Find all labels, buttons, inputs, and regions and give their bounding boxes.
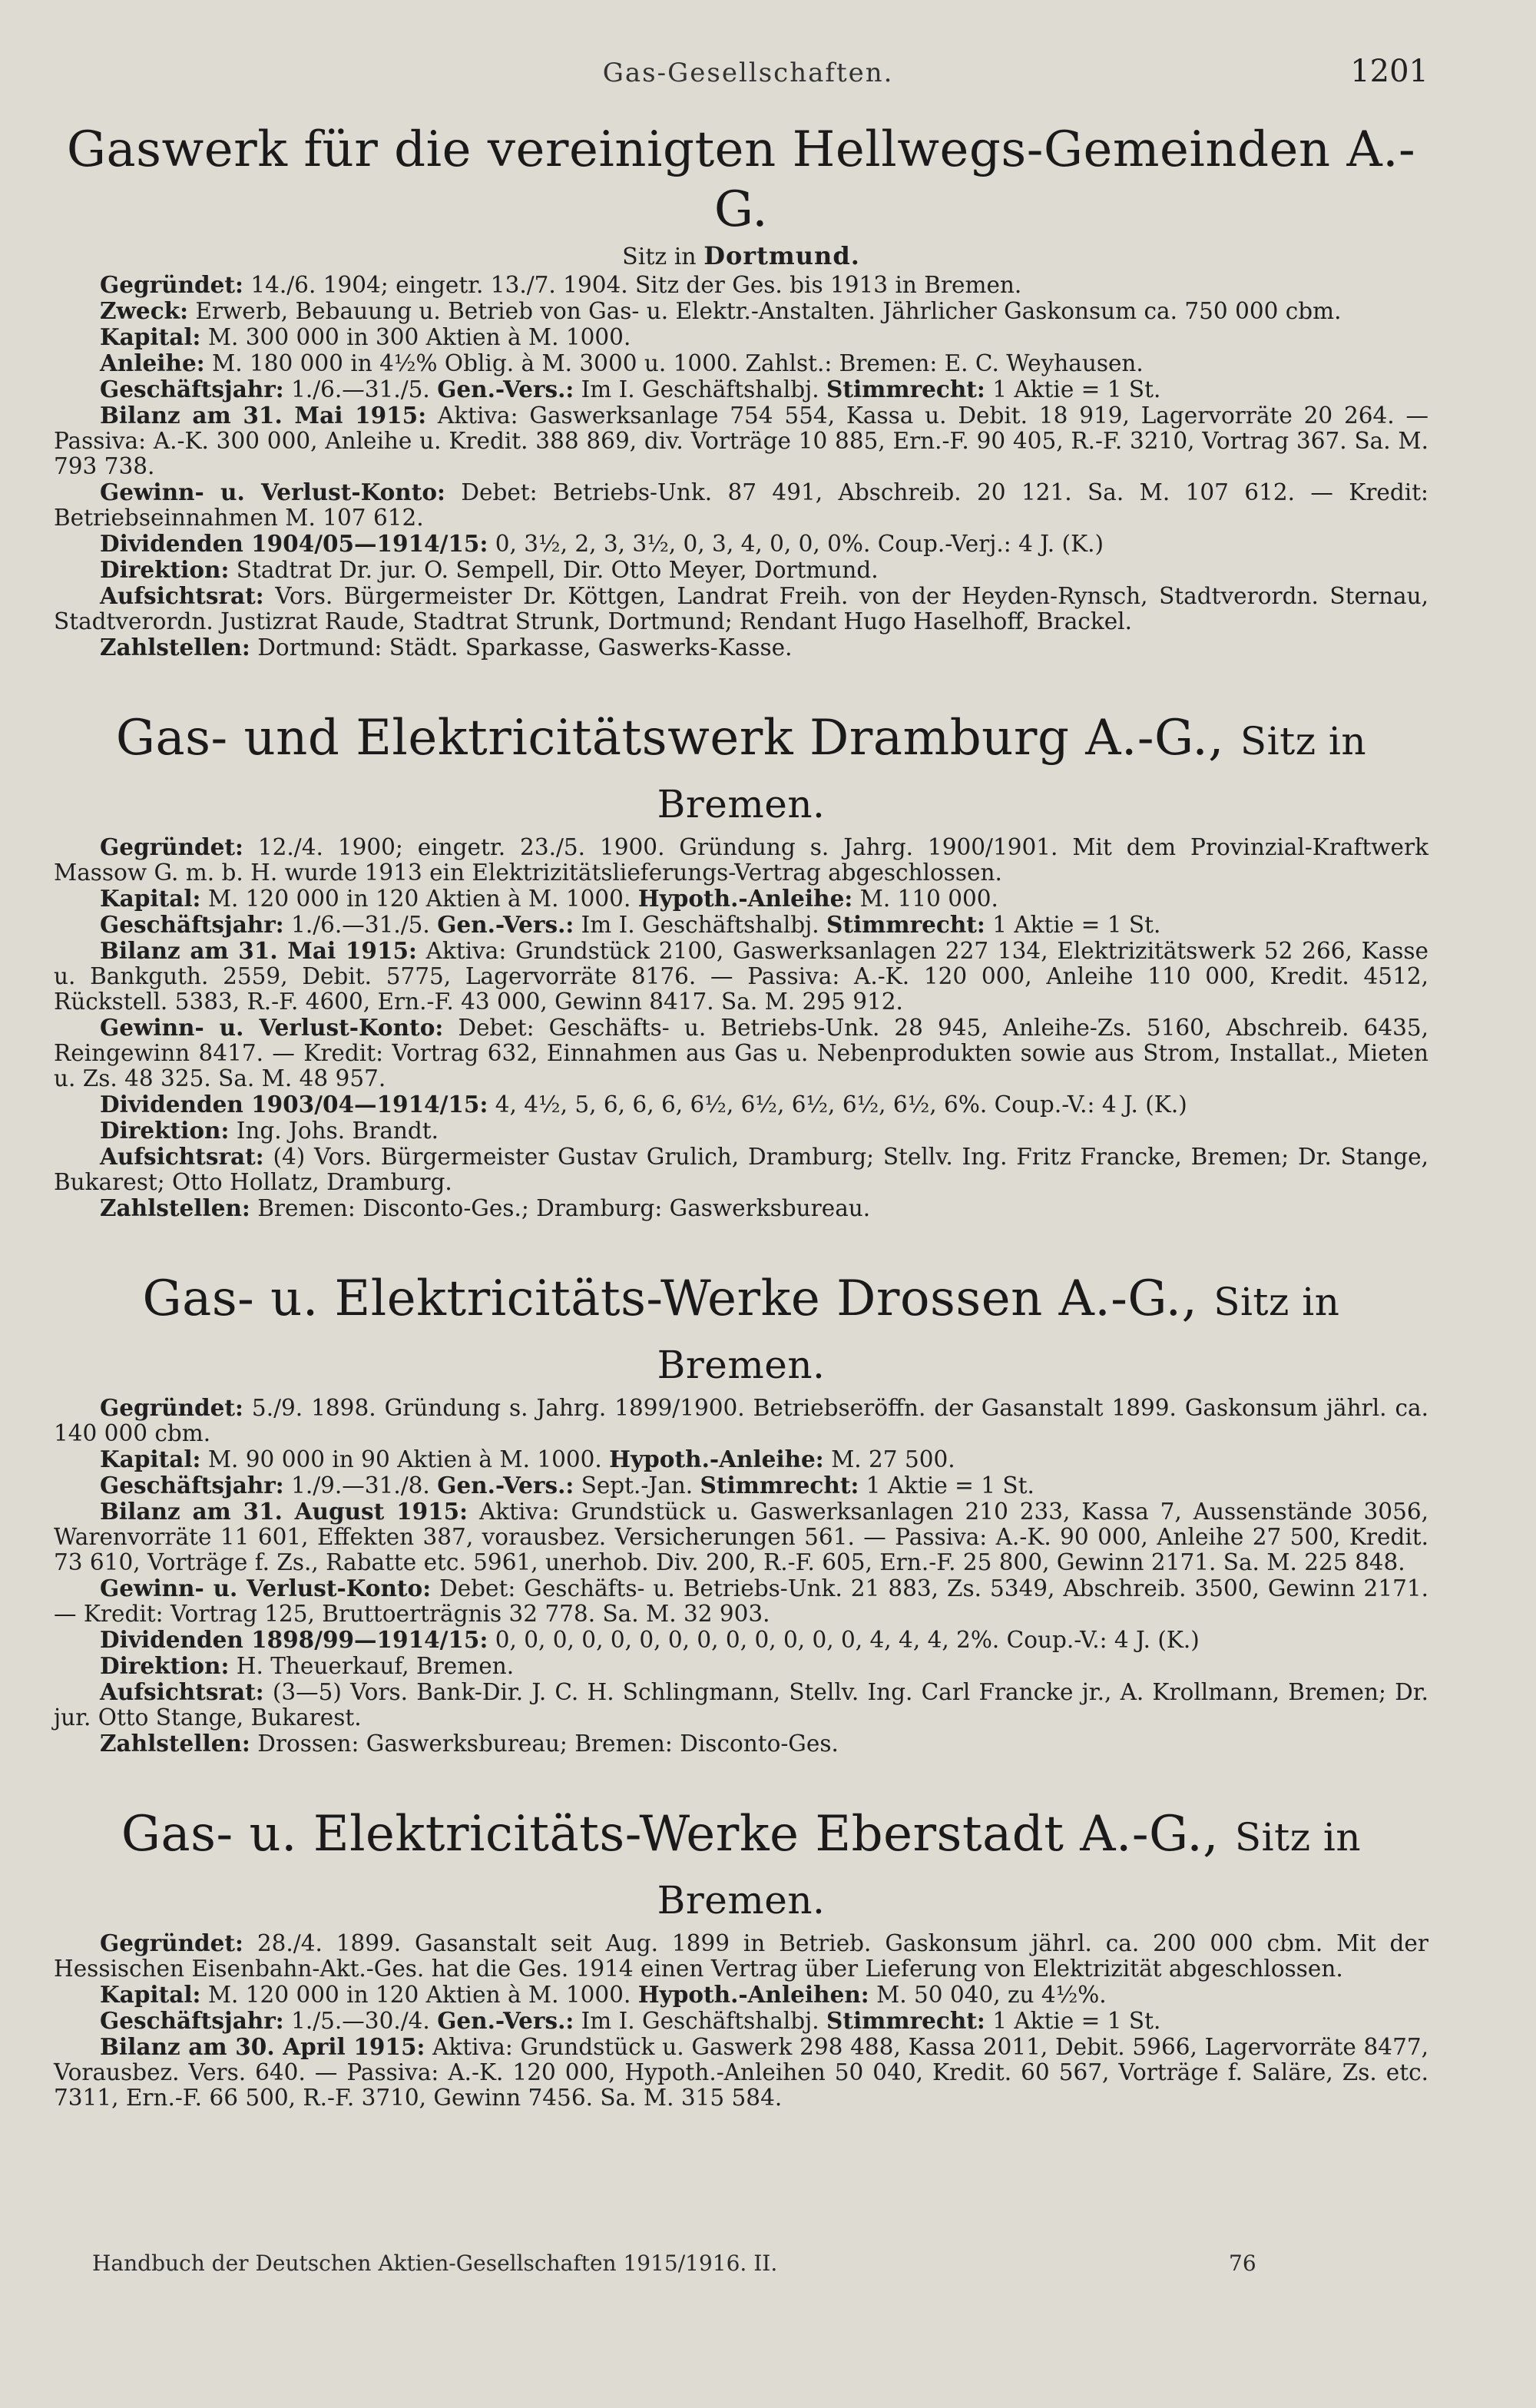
field-value: M. 110 000. [852, 886, 998, 912]
field-value: 1./6.—31./5. [283, 912, 438, 938]
company-entry [54, 120, 1428, 661]
field-label: Kapital: [100, 1981, 201, 2008]
entry-paragraph [54, 350, 1428, 376]
entry-paragraph [54, 1472, 1428, 1499]
field-label: Dividenden 1903/04—1914/15: [100, 1091, 488, 1118]
field-label: Zweck: [100, 297, 188, 324]
field-value: Erwerb, Bebauung u. Betrieb von Gas- u. Elektr.-Anstalten. Jährlicher Gaskonsum ca. 750 000 cbm. [188, 298, 1342, 324]
entry-paragraph [54, 531, 1428, 557]
entry-paragraph [54, 557, 1428, 583]
entry-paragraph [54, 1144, 1428, 1195]
footer [92, 2251, 1428, 2276]
field-value: 1./6.—31./5. [283, 376, 438, 402]
field-label: Kapital: [100, 885, 201, 912]
running-head [54, 54, 1428, 100]
field-label: Gewinn- u. Verlust-Konto: [100, 1575, 432, 1601]
entry-paragraph [54, 1930, 1428, 1982]
field-label: Aufsichtsrat: [100, 1143, 264, 1170]
field-label: Gegründet: [100, 271, 243, 298]
field-value: M. 50 040, zu 4½%. [869, 1982, 1107, 2008]
field-value: 1./5.—30./4. [283, 2008, 438, 2034]
field-label: Aufsichtsrat: [100, 1678, 264, 1705]
field-label: Gen.-Vers.: [437, 376, 574, 402]
company-title [54, 1269, 1428, 1395]
field-value: Im I. Geschäftshalbj. [574, 2008, 827, 2034]
field-label: Bilanz am 31. Mai 1915: [100, 937, 417, 964]
field-value: Bremen: Disconto-Ges.; Dramburg: Gaswerksbureau. [250, 1195, 871, 1221]
field-value: Debet: Betriebs-Unk. 87 491, Abschreib. 20 121. Sa. M. 107 612. — Kredit: Betriebseinnahmen M. 107 612. [54, 479, 1428, 531]
company-title [54, 1804, 1428, 1930]
field-label: Direktion: [100, 1117, 230, 1144]
company-entry [54, 1269, 1428, 1757]
field-value: (3—5) Vors. Bank-Dir. J. C. H. Schlingmann, Stellv. Ing. Carl Francke jr., A. Krollmann, Bremen; Dr. jur. Otto Stange, Bukarest. [54, 1679, 1428, 1731]
company-name: Gas- u. Elektricitäts-Werke Eberstadt A.-G., [121, 1806, 1220, 1863]
company-title [54, 120, 1428, 240]
field-label: Stimmrecht: [700, 1472, 859, 1499]
entry-paragraph [54, 402, 1428, 479]
entry-paragraph [54, 1679, 1428, 1731]
field-value: 0, 3½, 2, 3, 3½, 0, 3, 4, 0, 0, 0%. Coup.-Verj.: 4 J. (K.) [488, 531, 1104, 557]
entry-paragraph [54, 1499, 1428, 1575]
field-value: Sept.-Jan. [574, 1472, 700, 1499]
seat-city: Dortmund. [703, 241, 860, 270]
field-value: M. 90 000 in 90 Aktien à M. 1000. [200, 1446, 610, 1472]
field-value: 1 Aktie = 1 St. [859, 1472, 1034, 1499]
field-label: Hypoth.-Anleihen: [637, 1981, 869, 2008]
field-label: Geschäftsjahr: [100, 911, 284, 938]
field-value: Im I. Geschäftshalbj. [574, 376, 827, 402]
company-seat: Sitz in Bremen. [657, 1280, 1340, 1387]
entry-paragraph [54, 1195, 1428, 1221]
field-value: Ing. Johs. Brandt. [229, 1118, 439, 1144]
field-label: Bilanz am 31. August 1915: [100, 1498, 468, 1525]
entry-paragraph [54, 1731, 1428, 1757]
company-name: Gas- u. Elektricitäts-Werke Drossen A.-G., [142, 1270, 1198, 1327]
entry-paragraph [54, 583, 1428, 634]
field-value: Stadtrat Dr. jur. O. Sempell, Dir. Otto Meyer, Dortmund. [229, 557, 879, 583]
field-value: Debet: Geschäfts- u. Betriebs-Unk. 28 945, Anleihe-Zs. 5160, Abschreib. 6435, Reingewinn 8417. — Kredit: Vortrag 632, Einnahmen aus Gas u. Nebenprodukten sowie aus Strom, Installat., Mieten u. Zs. 48 325. Sa. M. 48 957. [54, 1015, 1428, 1091]
field-value: M. 300 000 in 300 Aktien à M. 1000. [200, 324, 631, 350]
entry-paragraph [54, 1395, 1428, 1446]
imprint: Handbuch der Deutschen Aktien-Gesellschaften 1915/1916. II. [92, 2251, 778, 2276]
field-value: Aktiva: Grundstück 2100, Gaswerksanlagen 227 134, Elektrizitätswerk 52 266, Kasse u. Bankguth. 2559, Debit. 5775, Lagervorräte 8176. — Passiva: A.-K. 120 000, Anleihe 110 000, Kredit. 4512, Rückstell. 5383, R.-F. 4600, Ern.-F. 43 000, Gewinn 8417. Sa. M. 295 912. [54, 938, 1428, 1015]
running-title: Gas-Gesellschaften. [602, 58, 894, 88]
field-value: M. 27 500. [823, 1446, 955, 1472]
company-seat: Sitz in Bremen. [657, 1815, 1362, 1923]
entry-paragraph [54, 1118, 1428, 1144]
entry-paragraph [54, 1653, 1428, 1679]
field-label: Direktion: [100, 1652, 230, 1679]
field-value: Debet: Geschäfts- u. Betriebs-Unk. 21 883, Zs. 5349, Abschreib. 3500, Gewinn 2171. — Kredit: Vortrag 125, Bruttoerträgnis 32 778. Sa. M. 32 903. [54, 1575, 1428, 1627]
field-label: Stimmrecht: [826, 2007, 985, 2034]
field-label: Dividenden 1898/99—1914/15: [100, 1626, 488, 1653]
field-value: 0, 0, 0, 0, 0, 0, 0, 0, 0, 0, 0, 0, 0, 4, 4, 4, 2%. Coup.-V.: 4 J. (K.) [488, 1627, 1200, 1653]
field-value: Aktiva: Gaswerksanlage 754 554, Kassa u. Debit. 18 919, Lagervorräte 20 264. — Passiva: A.-K. 300 000, Anleihe u. Kredit. 388 869, div. Vorträge 10 885, Ern.-F. 90 405, R.-F. 3210, Vortrag 367. Sa. M. 793 738. [54, 402, 1428, 479]
company-entry [54, 708, 1428, 1221]
field-value: 4, 4½, 5, 6, 6, 6, 6½, 6½, 6½, 6½, 6½, 6%. Coup.-V.: 4 J. (K.) [488, 1091, 1187, 1118]
field-label: Gegründet: [100, 1929, 243, 1956]
field-label: Gegründet: [100, 1394, 243, 1421]
section-gap [54, 661, 1428, 688]
field-value: Dortmund: Städt. Sparkasse, Gaswerks-Kasse. [250, 634, 793, 661]
field-label: Direktion: [100, 556, 230, 583]
field-label: Zahlstellen: [100, 1194, 250, 1221]
entry-paragraph [54, 834, 1428, 886]
entry-paragraph [54, 912, 1428, 938]
section-gap [54, 1757, 1428, 1784]
field-value: 14./6. 1904; eingetr. 13./7. 1904. Sitz der Ges. bis 1913 in Bremen. [243, 272, 1022, 298]
field-label: Kapital: [100, 1446, 201, 1472]
field-label: Kapital: [100, 323, 201, 350]
field-label: Gegründet: [100, 833, 243, 860]
company-entry [54, 1804, 1428, 2111]
field-value: 1 Aktie = 1 St. [985, 376, 1161, 402]
entry-paragraph [54, 298, 1428, 324]
field-value: Drossen: Gaswerksbureau; Bremen: Disconto-Ges. [250, 1731, 839, 1757]
field-label: Aufsichtsrat: [100, 582, 264, 609]
field-label: Hypoth.-Anleihe: [637, 885, 853, 912]
field-label: Bilanz am 30. April 1915: [100, 2033, 425, 2060]
company-seat: Sitz in Bremen. [657, 719, 1367, 826]
field-label: Stimmrecht: [826, 376, 985, 402]
field-label: Geschäftsjahr: [100, 1472, 284, 1499]
section-gap [54, 1221, 1428, 1249]
field-label: Gewinn- u. Verlust-Konto: [100, 479, 445, 505]
seat-prefix: Sitz in [622, 243, 697, 270]
entry-paragraph [54, 1982, 1428, 2008]
field-value: 1 Aktie = 1 St. [985, 912, 1161, 938]
entry-paragraph [54, 938, 1428, 1015]
company-seat-line [54, 241, 1428, 272]
field-label: Gen.-Vers.: [437, 911, 574, 938]
entry-paragraph [54, 886, 1428, 912]
field-label: Gewinn- u. Verlust-Konto: [100, 1014, 444, 1041]
entry-paragraph [54, 634, 1428, 661]
entry-paragraph [54, 1446, 1428, 1472]
entry-paragraph [54, 2008, 1428, 2034]
field-value: 5./9. 1898. Gründung s. Jahrg. 1899/1900. Betriebseröffn. der Gasanstalt 1899. Gaskonsum jährl. ca. 140 000 cbm. [54, 1395, 1428, 1446]
field-label: Gen.-Vers.: [437, 1472, 574, 1499]
entry-paragraph [54, 376, 1428, 402]
field-value: Im I. Geschäftshalbj. [574, 912, 827, 938]
field-value: 28./4. 1899. Gasanstalt seit Aug. 1899 in Betrieb. Gaskonsum jährl. ca. 200 000 cbm. Mit der Hessischen Eisenbahn-Akt.-Ges. hat die Ges. 1914 einen Vertrag über Lieferung von Elektrizität abgeschlossen. [54, 1930, 1428, 1982]
entry-paragraph [54, 479, 1428, 531]
field-value: 12./4. 1900; eingetr. 23./5. 1900. Gründung s. Jahrg. 1900/1901. Mit dem Provinzial-Kraftwerk Massow G. m. b. H. wurde 1913 ein Elektrizitätslieferungs-Vertrag abgeschlossen. [54, 834, 1428, 886]
field-value: Vors. Bürgermeister Dr. Köttgen, Landrat Freih. von der Heyden-Rynsch, Stadtverordn. Sternau, Stadtverordn. Justizrat Raude, Stadtrat Strunk, Dortmund; Rendant Hugo Haselhoff, Brackel. [54, 583, 1428, 634]
entry-paragraph [54, 1015, 1428, 1091]
field-value: Aktiva: Grundstück u. Gaswerk 298 488, Kassa 2011, Debit. 5966, Lagervorräte 8477, Vorausbez. Vers. 640. — Passiva: A.-K. 120 000, Hypoth.-Anleihen 50 040, Kredit. 60 567, Vorträge f. Saläre, Zs. etc. 7311, Ern.-F. 66 500, R.-F. 3710, Gewinn 7456. Sa. M. 315 584. [54, 2034, 1428, 2111]
field-label: Dividenden 1904/05—1914/15: [100, 530, 488, 557]
entry-paragraph [54, 2034, 1428, 2111]
field-value: 1 Aktie = 1 St. [985, 2008, 1161, 2034]
field-value: M. 120 000 in 120 Aktien à M. 1000. [200, 886, 638, 912]
field-value: M. 120 000 in 120 Aktien à M. 1000. [200, 1982, 638, 2008]
field-label: Geschäftsjahr: [100, 376, 284, 402]
field-value: (4) Vors. Bürgermeister Gustav Grulich, Dramburg; Stellv. Ing. Fritz Francke, Bremen; Dr. Stange, Bukarest; Otto Hollatz, Dramburg. [54, 1144, 1428, 1195]
field-label: Bilanz am 31. Mai 1915: [100, 402, 427, 429]
field-label: Hypoth.-Anleihe: [609, 1446, 824, 1472]
field-label: Zahlstellen: [100, 634, 250, 661]
field-label: Gen.-Vers.: [437, 2007, 574, 2034]
entry-paragraph [54, 324, 1428, 350]
entry-paragraph [54, 1575, 1428, 1627]
sheet-number: 76 [1229, 2251, 1256, 2276]
entry-paragraph [54, 272, 1428, 298]
field-value: M. 180 000 in 4½% Oblig. à M. 3000 u. 1000. Zahlst.: Bremen: E. C. Weyhausen. [204, 350, 1144, 376]
entry-paragraph [54, 1091, 1428, 1118]
company-name: Gaswerk für die vereinigten Hellwegs-Gemeinden A.-G. [66, 121, 1416, 238]
field-label: Stimmrecht: [826, 911, 985, 938]
field-label: Geschäftsjahr: [100, 2007, 284, 2034]
field-value: H. Theuerkauf, Bremen. [229, 1653, 515, 1679]
field-label: Zahlstellen: [100, 1730, 250, 1757]
company-name: Gas- und Elektricitätswerk Dramburg A.-G., [115, 710, 1225, 767]
field-value: Aktiva: Grundstück u. Gaswerksanlagen 210 233, Kassa 7, Aussenstände 3056, Warenvorräte 11 601, Effekten 387, vorausbez. Versicherungen 561. — Passiva: A.-K. 90 000, Anleihe 27 500, Kredit. 73 610, Vorträge f. Zs., Rabatte etc. 5961, unerhob. Div. 200, R.-F. 605, Ern.-F. 25 800, Gewinn 2171. Sa. M. 225 848. [54, 1499, 1428, 1575]
company-list [54, 120, 1428, 2111]
entry-paragraph [54, 1627, 1428, 1653]
field-value: 1./9.—31./8. [283, 1472, 438, 1499]
field-label: Anleihe: [100, 349, 205, 376]
company-title [54, 708, 1428, 834]
page-number: 1201 [1350, 54, 1428, 89]
